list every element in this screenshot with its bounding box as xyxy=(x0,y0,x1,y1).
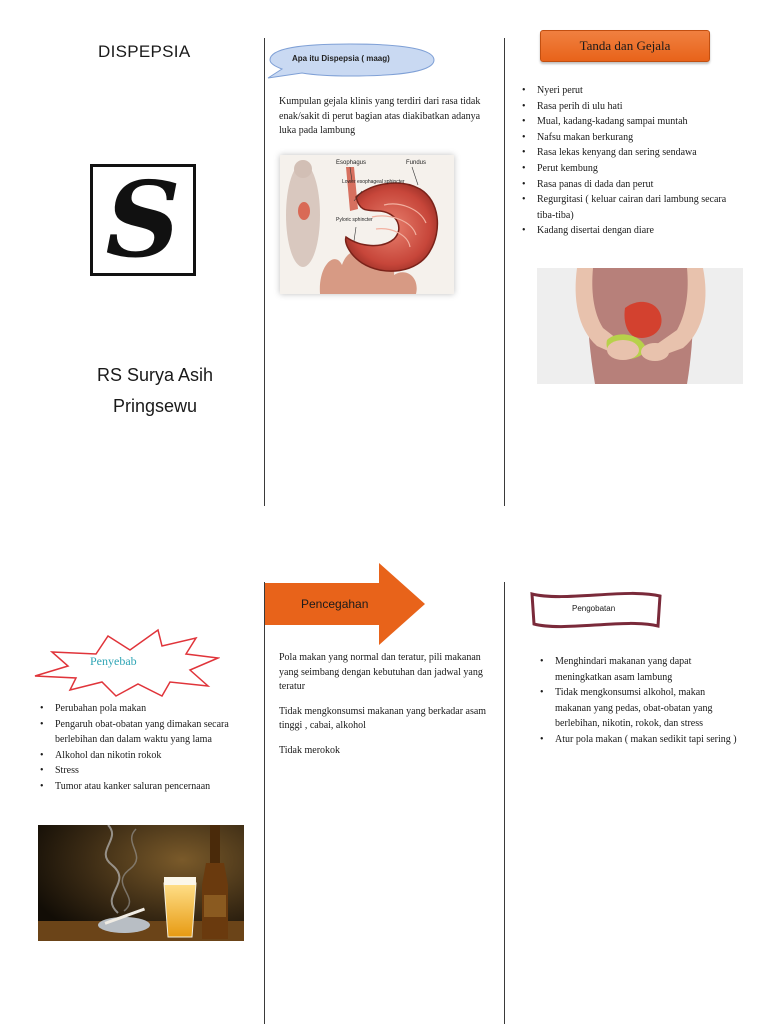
divider-bottom-right xyxy=(504,582,505,1024)
list-item: • Mual, kadang-kadang sampai muntah xyxy=(537,114,742,130)
symptoms-heading-box xyxy=(540,30,710,62)
list-item: • Tumor atau kanker saluran pencernaan xyxy=(55,779,270,795)
list-item: • Alkohol dan nikotin rokok xyxy=(55,748,270,764)
treatment-heading: Pengobatan xyxy=(572,604,616,613)
hospital-name-line2: Pringsewu xyxy=(112,396,198,416)
list-item: • Atur pola makan ( makan sedikit tapi sering ) xyxy=(555,732,740,748)
symptoms-heading: Tanda dan Gejala xyxy=(579,38,671,53)
divider-bottom-left xyxy=(264,582,265,1024)
stomach-anatomy-image xyxy=(280,155,454,294)
hospital-logo xyxy=(90,164,196,276)
label-fundus: Fundus xyxy=(406,160,427,166)
causes-heading: Penyebab xyxy=(90,654,137,668)
cover-title: DISPEPSIA xyxy=(98,42,191,61)
divider-top-right xyxy=(504,38,505,506)
list-item: • Menghindari makanan yang dapat meningkatkan asam lambung xyxy=(555,654,740,685)
definition-heading: Apa itu Dispepsia ( maag) xyxy=(292,54,390,63)
prevention-heading: Pencegahan xyxy=(301,597,369,611)
causes-list xyxy=(37,701,270,795)
list-item: • Rasa perih di ulu hati xyxy=(537,99,742,115)
divider-top-left xyxy=(264,38,265,506)
label-lower-sphincter: Lower esophageal sphincter xyxy=(342,179,405,185)
label-esophagus: Esophagus xyxy=(336,160,367,166)
list-item: • Stress xyxy=(55,763,270,779)
stomach-pain-photo xyxy=(537,268,743,384)
list-item: • Rasa lekas kenyang dan sering sendawa xyxy=(537,145,742,161)
list-item: • Tidak mengkonsumsi alkohol, makan makanan yang pedas, obat-obatan yang berlebihan, nikotin, rokok, dan stress xyxy=(555,685,740,732)
hospital-name-line1: RS Surya Asih xyxy=(96,365,214,385)
label-pyloric-sphincter: Pyloric sphincter xyxy=(336,217,373,223)
treatment-scroll-banner xyxy=(528,590,664,632)
list-item: • Perubahan pola makan xyxy=(55,701,270,717)
prevention-paragraph: Tidak mengkonsumsi makanan yang berkadar asam tinggi , cabai, alkohol xyxy=(279,705,487,732)
list-item: • Kadang disertai dengan diare xyxy=(537,223,742,239)
definition-text: Kumpulan gejala klinis yang terdiri dari rasa tidak enak/sakit di perut bagian atas diakibatkan adanya luka pada lambung xyxy=(279,96,481,137)
cigarette-beer-photo xyxy=(38,825,244,941)
list-item: • Pengaruh obat-obatan yang dimakan secara berlebihan dan dalam waktu yang lama xyxy=(55,717,270,748)
list-item: • Regurgitasi ( keluar cairan dari lambung secara tiba-tiba) xyxy=(537,192,742,223)
logo-letter: S xyxy=(105,164,181,276)
list-item: • Rasa panas di dada dan perut xyxy=(537,177,742,193)
prevention-paragraph: Pola makan yang normal dan teratur, pili makanan yang seimbang dengan kebutuhan dan jadwal yang teratur xyxy=(279,652,483,693)
prevention-text xyxy=(279,651,487,769)
list-item: • Nyeri perut xyxy=(537,83,742,99)
list-item: • Nafsu makan berkurang xyxy=(537,130,742,146)
symptoms-list xyxy=(519,83,742,239)
causes-starburst xyxy=(30,628,220,698)
prevention-paragraph: Tidak merokok xyxy=(279,744,341,756)
treatment-list xyxy=(537,654,740,748)
definition-speech-bubble xyxy=(262,40,438,80)
list-item: • Perut kembung xyxy=(537,161,742,177)
hospital-name xyxy=(60,360,250,422)
prevention-arrow xyxy=(265,563,427,645)
